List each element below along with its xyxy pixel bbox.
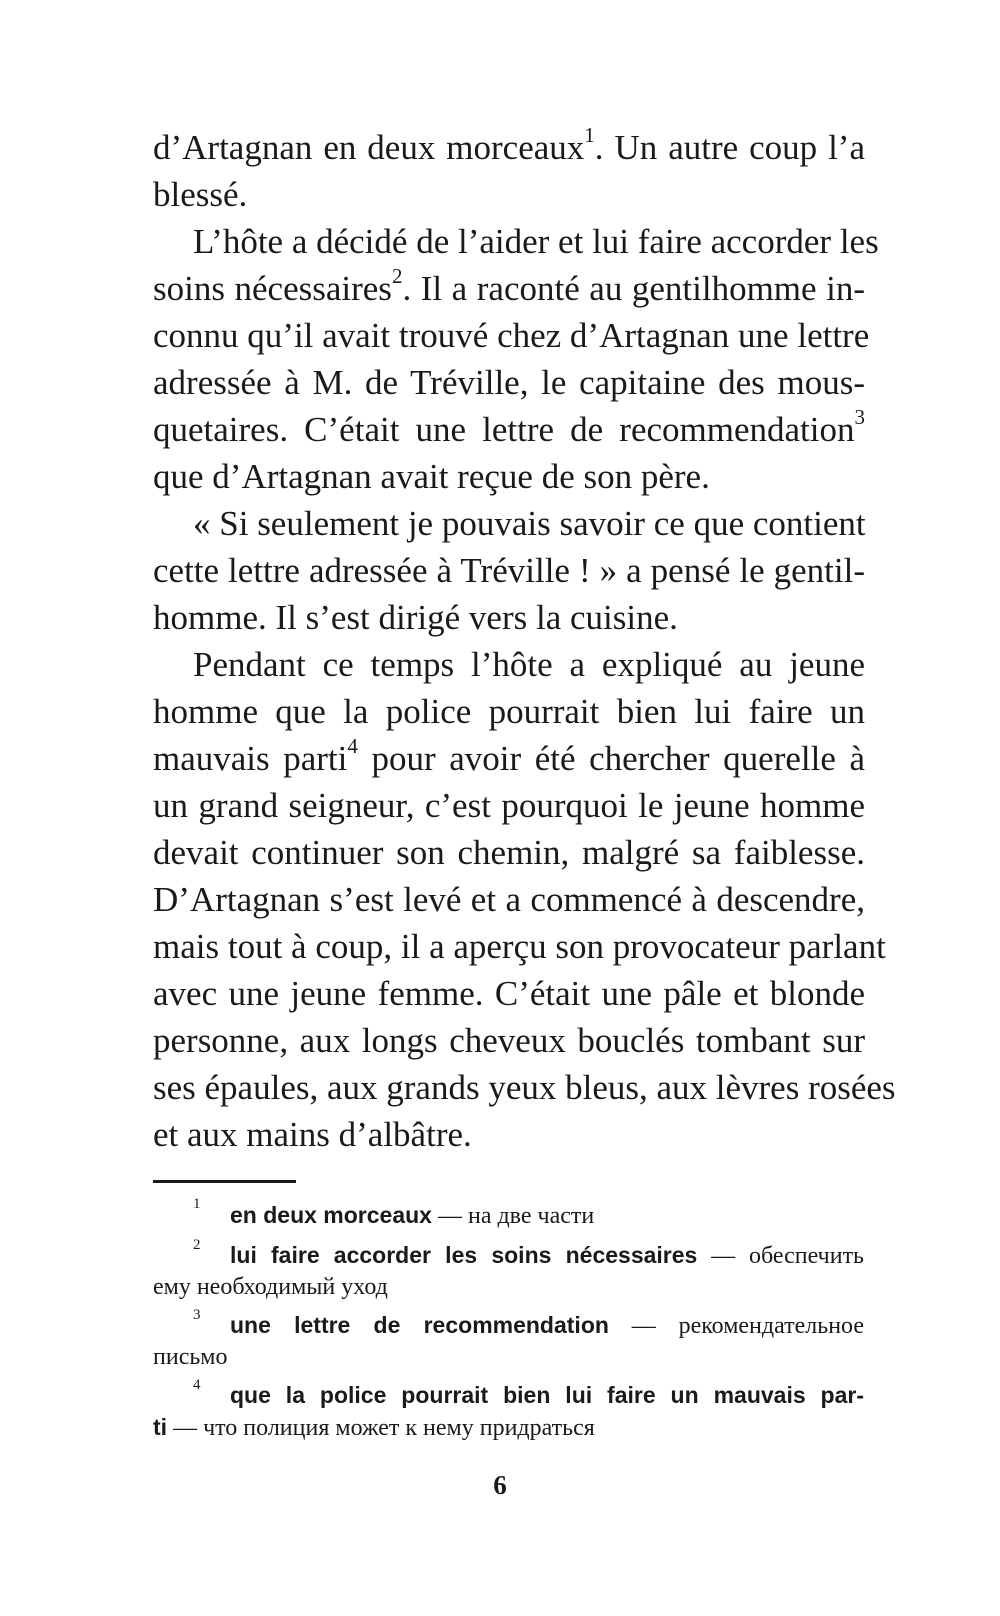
- text-line: connu qu’il avait trouvé chez d’Artagnan une lettre: [153, 316, 870, 355]
- footnote-ref-3[interactable]: 3: [854, 405, 865, 430]
- footnote-3: une lettre de recommendation — рекомендательное: [230, 1312, 864, 1339]
- footnote-number: 3: [193, 1307, 201, 1323]
- footnote-3-cont: письмо: [153, 1344, 228, 1370]
- text-line: avec une jeune femme. C’était une pâle et blonde: [153, 974, 865, 1013]
- text-line: soins nécessaires$^2$. Il a raconté au gentilhomme in-: [153, 264, 865, 308]
- footnote-ref-2[interactable]: 2: [391, 264, 403, 289]
- text-line: un grand seigneur, c’est pourquoi le jeune homme: [153, 786, 865, 825]
- footnote-ref-4[interactable]: 4: [347, 734, 358, 759]
- footnote-ref-1[interactable]: 1: [584, 123, 595, 148]
- footnote-2: lui faire accorder les soins nécessaires — обеспечить: [230, 1242, 865, 1269]
- footnote-number: 2: [193, 1237, 201, 1253]
- footnote-2-cont: ему необходимый уход: [153, 1274, 388, 1300]
- text-line: quetaires. C’était une lettre de recommendation$^3$: [153, 405, 865, 449]
- text-line: d’Artagnan en deux morceaux$^1$. Un autre coup l’a: [153, 123, 865, 167]
- footnote-4: que la police pourrait bien lui faire un mauvais par-: [230, 1382, 864, 1408]
- text-line: et aux mains d’albâtre.: [153, 1115, 472, 1154]
- text-line: adressée à M. de Tréville, le capitaine des mous-: [153, 363, 865, 402]
- footnote-1: en deux morceaux — на две части: [230, 1202, 595, 1229]
- text-line: homme que la police pourrait bien lui faire un: [153, 692, 865, 731]
- text-line: cette lettre adressée à Tréville ! » a pensé le gentil-: [153, 551, 865, 590]
- text-line: D’Artagnan s’est levé et a commencé à descendre,: [153, 880, 865, 919]
- text-line: mauvais parti$^4$ pour avoir été chercher querelle à: [153, 734, 865, 778]
- text-line: Pendant ce temps l’hôte a expliqué au jeune: [193, 645, 865, 684]
- text-line: « Si seulement je pouvais savoir ce que contient: [193, 504, 866, 543]
- page-number: 6: [493, 1470, 507, 1500]
- footnote-4-cont: ti — что полиция может к нему придраться: [153, 1414, 595, 1441]
- text-line: blessé.: [153, 175, 248, 214]
- text-line: que d’Artagnan avait reçue de son père.: [153, 457, 710, 496]
- text-line: devait continuer son chemin, malgré sa faiblesse.: [153, 833, 865, 872]
- text-line: L’hôte a décidé de l’aider et lui faire accorder les: [193, 222, 879, 261]
- text-line: ses épaules, aux grands yeux bleus, aux lèvres rosées: [153, 1068, 896, 1107]
- text-line: homme. Il s’est dirigé vers la cuisine.: [153, 598, 678, 637]
- text-line: mais tout à coup, il a aperçu son provocateur parlant: [153, 927, 886, 966]
- footnote-divider: [153, 1180, 296, 1183]
- text-line: personne, aux longs cheveux bouclés tombant sur: [153, 1021, 865, 1060]
- footnote-number: 4: [193, 1377, 201, 1393]
- footnote-number: 1: [193, 1196, 201, 1212]
